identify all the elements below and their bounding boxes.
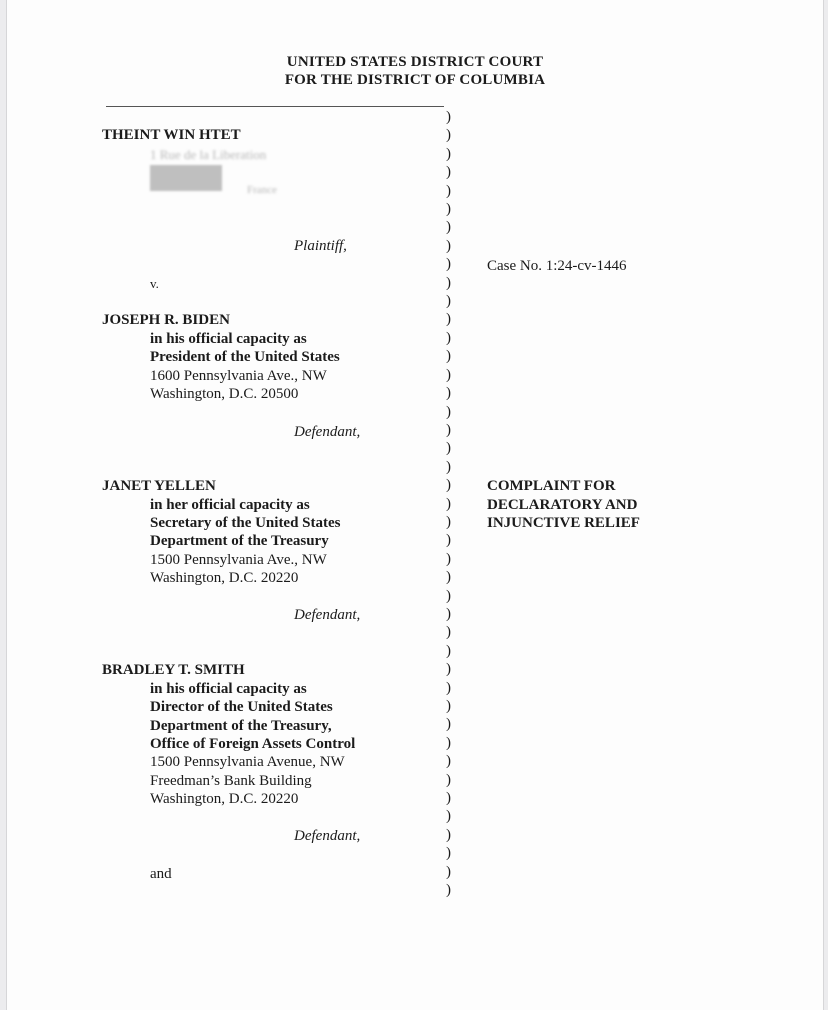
- defendant-capacity: Department of the Treasury,: [150, 718, 332, 734]
- caption-parenthesis: ): [446, 329, 451, 346]
- complaint-title: COMPLAINT FOR: [487, 478, 616, 494]
- defendant-address: Freedman’s Bank Building: [150, 773, 312, 789]
- defendant-role: Defendant,: [294, 607, 361, 623]
- case-number: Case No. 1:24-cv-1446: [487, 258, 627, 274]
- caption-parenthesis: ): [446, 421, 451, 438]
- caption-parenthesis: ): [446, 127, 451, 144]
- caption-parenthesis: ): [446, 219, 451, 236]
- and-text: and: [150, 866, 172, 882]
- caption-parenthesis: ): [446, 605, 451, 622]
- defendant-address: 1500 Pennsylvania Avenue, NW: [150, 754, 345, 770]
- caption-parenthesis: ): [446, 771, 451, 788]
- caption-parenthesis: ): [446, 882, 451, 899]
- plaintiff-name: THEINT WIN HTET: [102, 127, 241, 143]
- caption-parenthesis-column: [446, 108, 451, 899]
- caption-parenthesis: ): [446, 845, 451, 862]
- caption-parenthesis: ): [446, 256, 451, 273]
- defendant-capacity: Department of the Treasury: [150, 533, 329, 549]
- caption-parenthesis: ): [446, 698, 451, 714]
- caption-parenthesis: ): [446, 495, 451, 512]
- caption-parenthesis: ): [446, 237, 451, 254]
- defendant-address: 1600 Pennsylvania Ave., NW: [150, 368, 327, 384]
- caption-parenthesis: ): [446, 826, 451, 843]
- complaint-title: INJUNCTIVE RELIEF: [487, 515, 640, 531]
- defendant-capacity: Office of Foreign Assets Control: [150, 736, 356, 752]
- defendant-capacity: in his official capacity as: [150, 681, 307, 697]
- caption-parenthesis: ): [446, 624, 451, 641]
- caption-parenthesis: ): [446, 348, 451, 365]
- defendant-name: BRADLEY T. SMITH: [102, 662, 245, 678]
- defendant-role: Defendant,: [294, 424, 361, 440]
- versus: v.: [150, 276, 159, 291]
- caption-parenthesis: ): [446, 753, 451, 770]
- caption-parenthesis: ): [446, 164, 451, 181]
- caption-parenthesis: ): [446, 550, 451, 567]
- plaintiff-address-blurred: 1 Rue de la Liberation: [150, 147, 267, 162]
- defendant-capacity: Secretary of the United States: [150, 515, 341, 531]
- redaction-block: [150, 165, 222, 191]
- caption-parenthesis: ): [446, 440, 451, 457]
- court-district: FOR THE DISTRICT OF COLUMBIA: [284, 72, 546, 88]
- caption-parenthesis: ): [446, 716, 451, 733]
- defendant-address: Washington, D.C. 20220: [150, 570, 299, 586]
- caption-parenthesis: ): [446, 863, 451, 880]
- caption-rule: [106, 106, 444, 107]
- caption-parenthesis: ): [446, 734, 451, 751]
- caption-parenthesis: ): [446, 366, 451, 383]
- complaint-title: DECLARATORY AND: [487, 497, 638, 513]
- defendant-capacity: in his official capacity as: [150, 331, 307, 347]
- caption-parenthesis: ): [446, 293, 451, 310]
- caption-parenthesis: ): [446, 513, 451, 530]
- defendant-name: JOSEPH R. BIDEN: [102, 312, 230, 328]
- defendant-capacity: President of the United States: [150, 349, 340, 365]
- plaintiff-role: Plaintiff,: [294, 238, 347, 254]
- caption-parenthesis: ): [446, 532, 451, 549]
- court-name: UNITED STATES DISTRICT COURT: [286, 54, 544, 70]
- defendant-capacity: in her official capacity as: [150, 497, 310, 513]
- caption-parenthesis: ): [446, 109, 451, 125]
- caption-parenthesis: ): [446, 145, 451, 162]
- caption-parenthesis: ): [446, 477, 451, 494]
- defendant-role: Defendant,: [294, 828, 361, 844]
- plaintiff-country-blurred: France: [247, 184, 277, 196]
- caption-parenthesis: ): [446, 201, 451, 218]
- caption-parenthesis: ): [446, 311, 451, 328]
- caption-parenthesis: ): [446, 182, 451, 199]
- defendant-address: Washington, D.C. 20500: [150, 386, 299, 402]
- caption-parenthesis: ): [446, 403, 451, 420]
- caption-parenthesis: ): [446, 458, 451, 475]
- caption-parenthesis: ): [446, 385, 451, 402]
- caption-parenthesis: ): [446, 808, 451, 825]
- defendant-address: Washington, D.C. 20220: [150, 791, 299, 807]
- defendant-address: 1500 Pennsylvania Ave., NW: [150, 552, 327, 568]
- defendant-capacity: Director of the United States: [150, 699, 333, 715]
- caption-parenthesis: ): [446, 569, 451, 586]
- defendant-name: JANET YELLEN: [102, 478, 216, 494]
- caption-parenthesis: ): [446, 679, 451, 696]
- caption-parenthesis: ): [446, 661, 451, 678]
- document-page: [6, 0, 824, 1010]
- caption-parenthesis: ): [446, 642, 451, 659]
- caption-parenthesis: ): [446, 274, 451, 291]
- caption-parenthesis: ): [446, 587, 451, 604]
- caption-parenthesis: ): [446, 790, 451, 807]
